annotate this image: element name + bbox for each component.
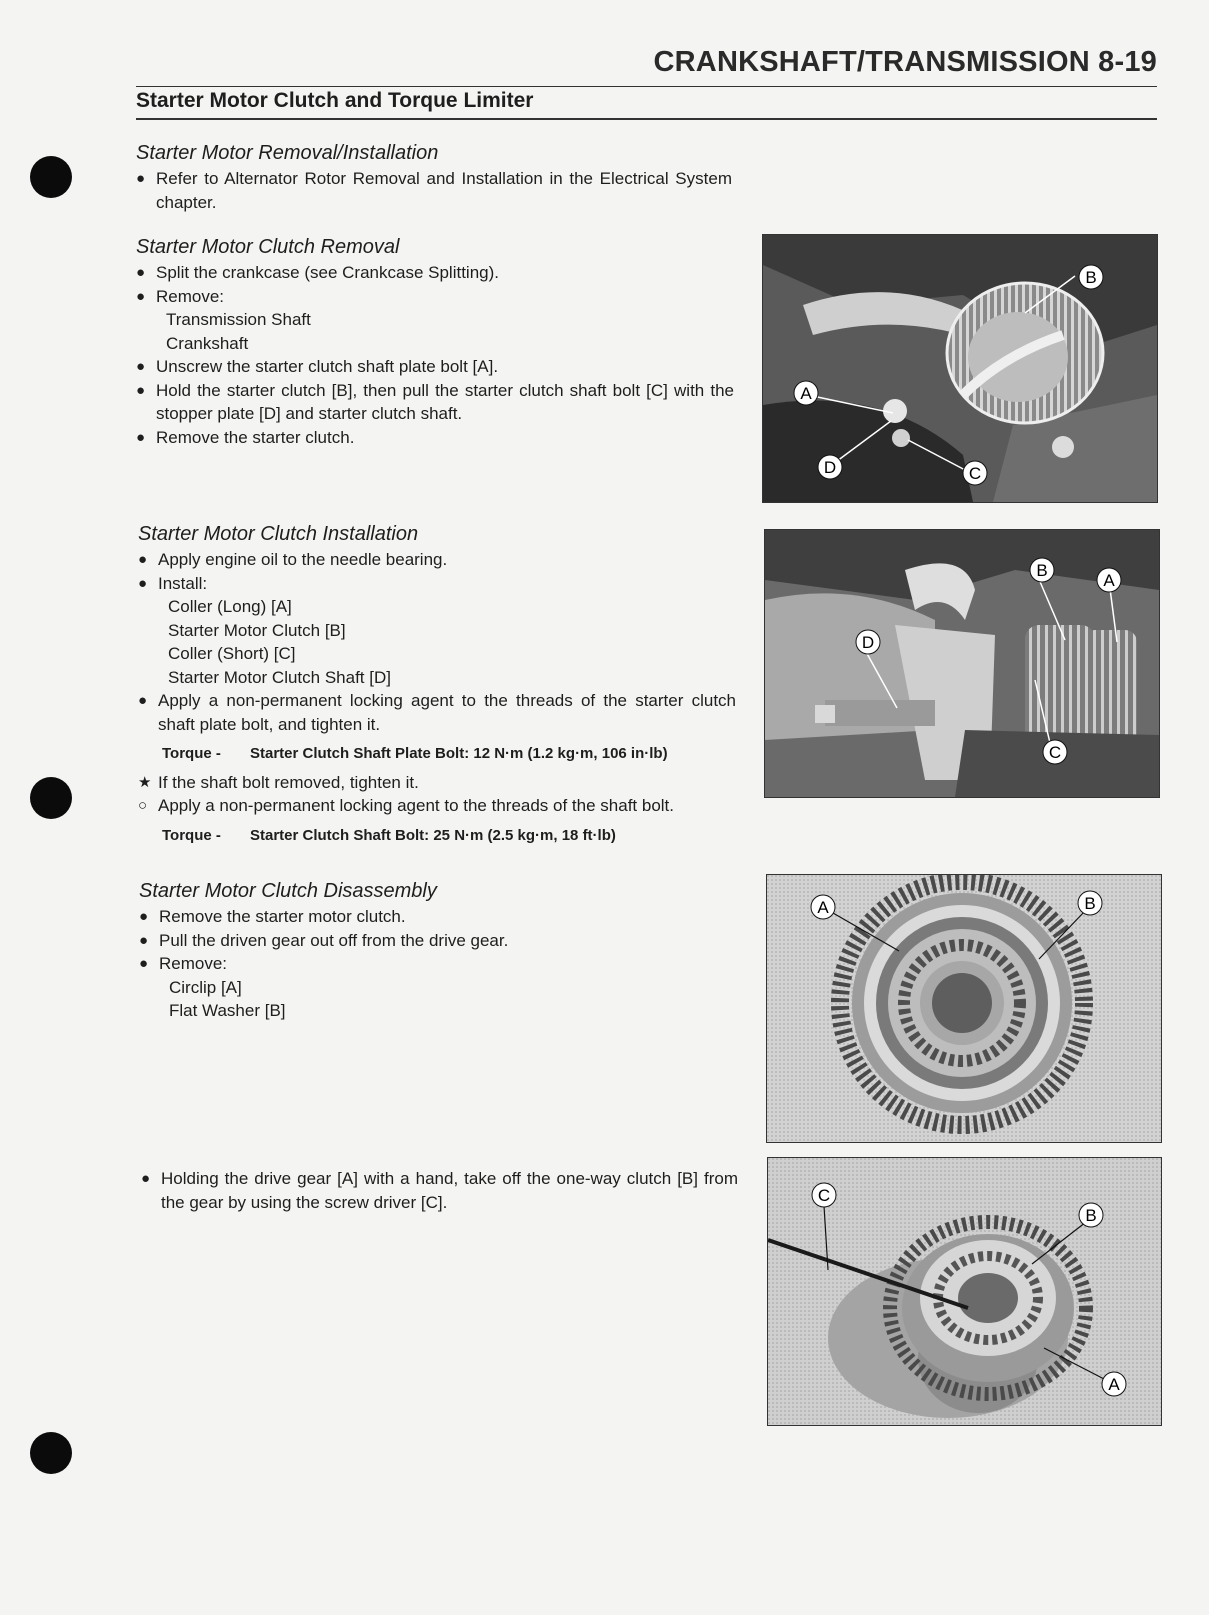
step: ● Remove the starter motor clutch.	[139, 907, 406, 926]
step: ● Split the crankcase (see Crankcase Splitting).	[136, 263, 499, 282]
sub-item: Coller (Short) [C]	[168, 644, 296, 663]
chapter-header: CRANKSHAFT/TRANSMISSION 8-19	[653, 46, 1157, 78]
svg-text:A: A	[1108, 1375, 1120, 1394]
callout-a	[811, 895, 835, 919]
removal-installation-section	[136, 140, 732, 214]
sub-item: Starter Motor Clutch [B]	[168, 620, 346, 640]
header-rule	[136, 86, 1157, 87]
step: ★ If the shaft bolt removed, tighten it.	[138, 772, 419, 792]
svg-text:A: A	[817, 898, 829, 917]
callout-c	[963, 461, 987, 485]
clutch-installation-section	[138, 521, 736, 852]
step: ● Holding the drive gear [A] with a hand, take off the one-way clutch [B] from the gear by using the screw driver [C].	[141, 1169, 738, 1212]
subsection-title: Starter Motor Clutch Removal	[136, 236, 400, 258]
step: ● Refer to Alternator Rotor Removal and Installation in the Electrical System chapter.	[136, 169, 732, 212]
step: ● Hold the starter clutch [B], then pull the starter clutch shaft bolt [C] with the stopper plate [D] and starter clutch shaft.	[136, 380, 734, 423]
step: ● Unscrew the starter clutch shaft plate bolt [A].	[136, 357, 499, 376]
step: ● Apply a non-permanent locking agent to the threads of the starter clutch shaft plate bolt, and tighten it.	[138, 691, 736, 734]
callout-a	[1102, 1372, 1126, 1396]
svg-text:A: A	[800, 384, 812, 403]
svg-text:C: C	[1048, 743, 1062, 762]
sub-item: Circlip [A]	[169, 977, 242, 997]
step: ● Remove:	[136, 286, 225, 306]
binder-hole	[30, 777, 72, 819]
step: ● Apply engine oil to the needle bearing.	[138, 550, 448, 569]
subsection-title: Starter Motor Removal/Installation	[136, 142, 439, 164]
callout-b	[1079, 265, 1103, 289]
step: ● Remove:	[139, 954, 228, 973]
svg-text:A: A	[1103, 571, 1115, 590]
callout-d	[856, 630, 880, 654]
figure-starter-clutch-installation	[764, 529, 1160, 798]
callout-b	[1078, 891, 1102, 915]
svg-text:B: B	[1085, 268, 1097, 287]
one-way-clutch-section	[141, 1167, 738, 1214]
callout-a	[1097, 568, 1121, 592]
binder-hole	[30, 1432, 72, 1474]
svg-text:C: C	[968, 464, 982, 483]
sub-item: Flat Washer [B]	[169, 1001, 286, 1020]
torque-spec: Torque - Starter Clutch Shaft Bolt: 25 N·m (2.5 kg·m, 18 ft·lb)	[162, 826, 616, 844]
clutch-removal-section	[136, 234, 734, 449]
torque-spec: Torque - Starter Clutch Shaft Plate Bolt: 12 N·m (1.2 kg·m, 106 in·lb)	[162, 745, 668, 762]
callout-c	[812, 1183, 836, 1207]
figure-starter-clutch-removal	[762, 234, 1158, 503]
figure-clutch-disassembly	[766, 874, 1162, 1143]
callout-b	[1079, 1203, 1103, 1227]
callout-d	[818, 455, 842, 479]
sub-item: Transmission Shaft	[166, 310, 311, 329]
callout-a	[794, 381, 818, 405]
section-title: Starter Motor Clutch and Torque Limiter	[136, 89, 534, 112]
svg-text:D: D	[823, 458, 837, 477]
binder-hole	[30, 156, 72, 198]
sub-item: Coller (Long) [A]	[168, 597, 292, 616]
svg-text:C: C	[817, 1186, 831, 1205]
step: ● Remove the starter clutch.	[136, 427, 355, 447]
sub-item: Crankshaft	[166, 333, 249, 353]
subsection-title: Starter Motor Clutch Disassembly	[139, 880, 437, 902]
step: ● Pull the driven gear out off from the drive gear.	[139, 930, 509, 950]
clutch-disassembly-section	[139, 878, 737, 1023]
svg-text:B: B	[1084, 894, 1096, 913]
section-rule	[136, 118, 1157, 120]
sub-item: Starter Motor Clutch Shaft [D]	[168, 667, 391, 687]
svg-text:B: B	[1085, 1206, 1097, 1225]
callout-b	[1030, 558, 1054, 582]
svg-text:B: B	[1036, 561, 1048, 580]
step: ○ Apply a non-permanent locking agent to the threads of the shaft bolt.	[138, 796, 675, 815]
callout-c	[1043, 740, 1067, 764]
step: ● Install:	[138, 573, 208, 593]
svg-text:D: D	[861, 633, 875, 652]
subsection-title: Starter Motor Clutch Installation	[138, 523, 419, 545]
figure-one-way-clutch-removal	[767, 1157, 1162, 1426]
